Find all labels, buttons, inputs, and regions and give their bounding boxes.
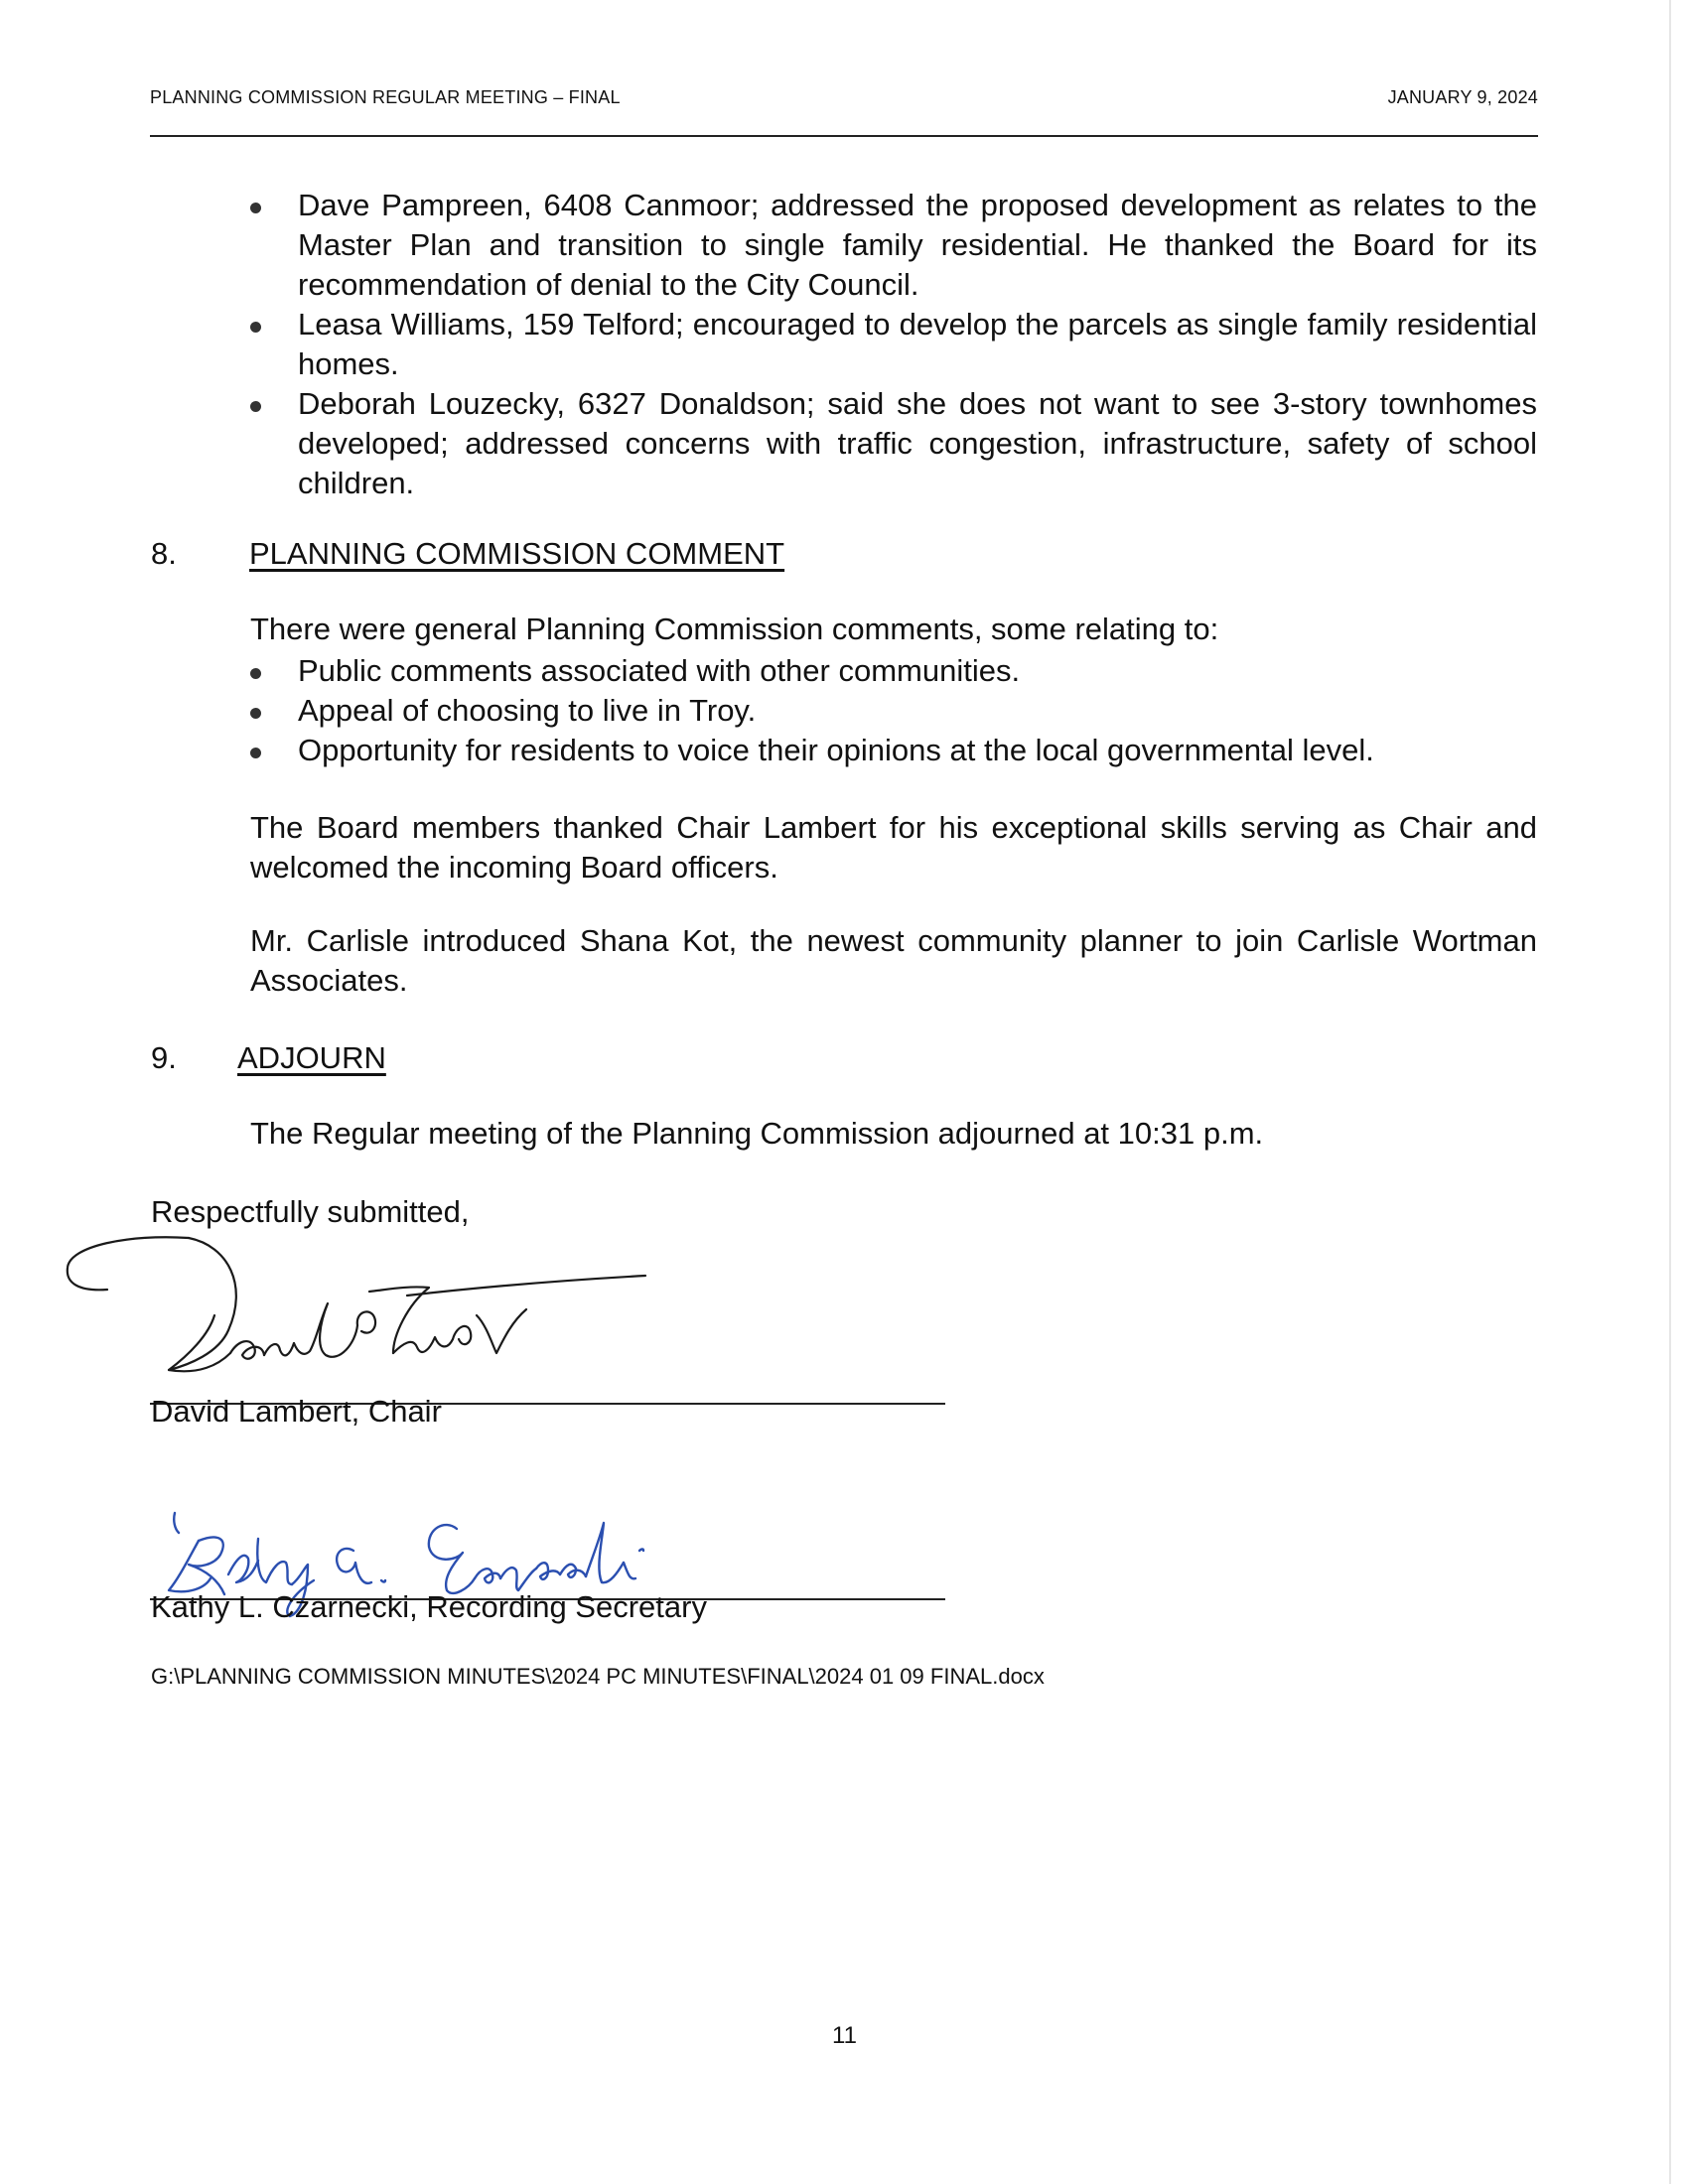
list-item: Appeal of choosing to live in Troy. [248, 691, 1537, 731]
section-8-number: 8. [151, 536, 177, 571]
scan-edge-shadow [1669, 0, 1671, 2184]
header-divider [150, 135, 1538, 137]
bullet-icon [250, 401, 261, 412]
list-item: Opportunity for residents to voice their opinions at the local governmental level. [248, 731, 1537, 770]
list-item: Public comments associated with other communities. [248, 651, 1537, 691]
adjourn-statement: The Regular meeting of the Planning Commission adjourned at 10:31 p.m. [250, 1116, 1264, 1151]
chair-signature [60, 1226, 675, 1400]
board-thanks-paragraph: The Board members thanked Chair Lambert for his exceptional skills serving as Chair and welcomed the incoming Board officers. [250, 810, 1537, 885]
chair-name: David Lambert, Chair [151, 1394, 442, 1429]
header-date: JANUARY 9, 2024 [1387, 87, 1538, 107]
public-comments-list [248, 186, 1537, 503]
file-path: G:\PLANNING COMMISSION MINUTES\2024 PC MINUTES\FINAL\2024 01 09 FINAL.docx [151, 1664, 1045, 1689]
header-title: PLANNING COMMISSION REGULAR MEETING – FINAL [150, 87, 621, 107]
list-item: Deborah Louzecky, 6327 Donaldson; said she does not want to see 3-story townhomes developed; addressed concerns with traffic congestion, infrastructure, safety of school children. [248, 384, 1537, 503]
page-number: 11 [832, 2022, 857, 2049]
bullet-icon [250, 322, 261, 333]
list-item: Dave Pampreen, 6408 Canmoor; addressed the proposed development as relates to the Master Plan and transition to single family residential. He thanked the Board for its recommendation of denial to the City Council. [248, 186, 1537, 305]
section-9-number: 9. [151, 1040, 177, 1075]
secretary-name: Kathy L. Czarnecki, Recording Secretary [151, 1589, 707, 1624]
bullet-icon [250, 668, 261, 679]
section-8-list [248, 651, 1537, 770]
bullet-icon [250, 748, 261, 758]
section-8-title: PLANNING COMMISSION COMMENT [249, 536, 785, 571]
new-planner-paragraph: Mr. Carlisle introduced Shana Kot, the newest community planner to join Carlisle Wortman Associates. [250, 923, 1537, 998]
bullet-icon [250, 708, 261, 719]
list-item: Leasa Williams, 159 Telford; encouraged to develop the parcels as single family residential homes. [248, 305, 1537, 384]
section-8-intro: There were general Planning Commission comments, some relating to: [250, 612, 1219, 646]
bullet-icon [250, 203, 261, 213]
page-header [150, 87, 1538, 135]
closing-line: Respectfully submitted, [151, 1194, 470, 1229]
section-9-title: ADJOURN [237, 1040, 386, 1075]
